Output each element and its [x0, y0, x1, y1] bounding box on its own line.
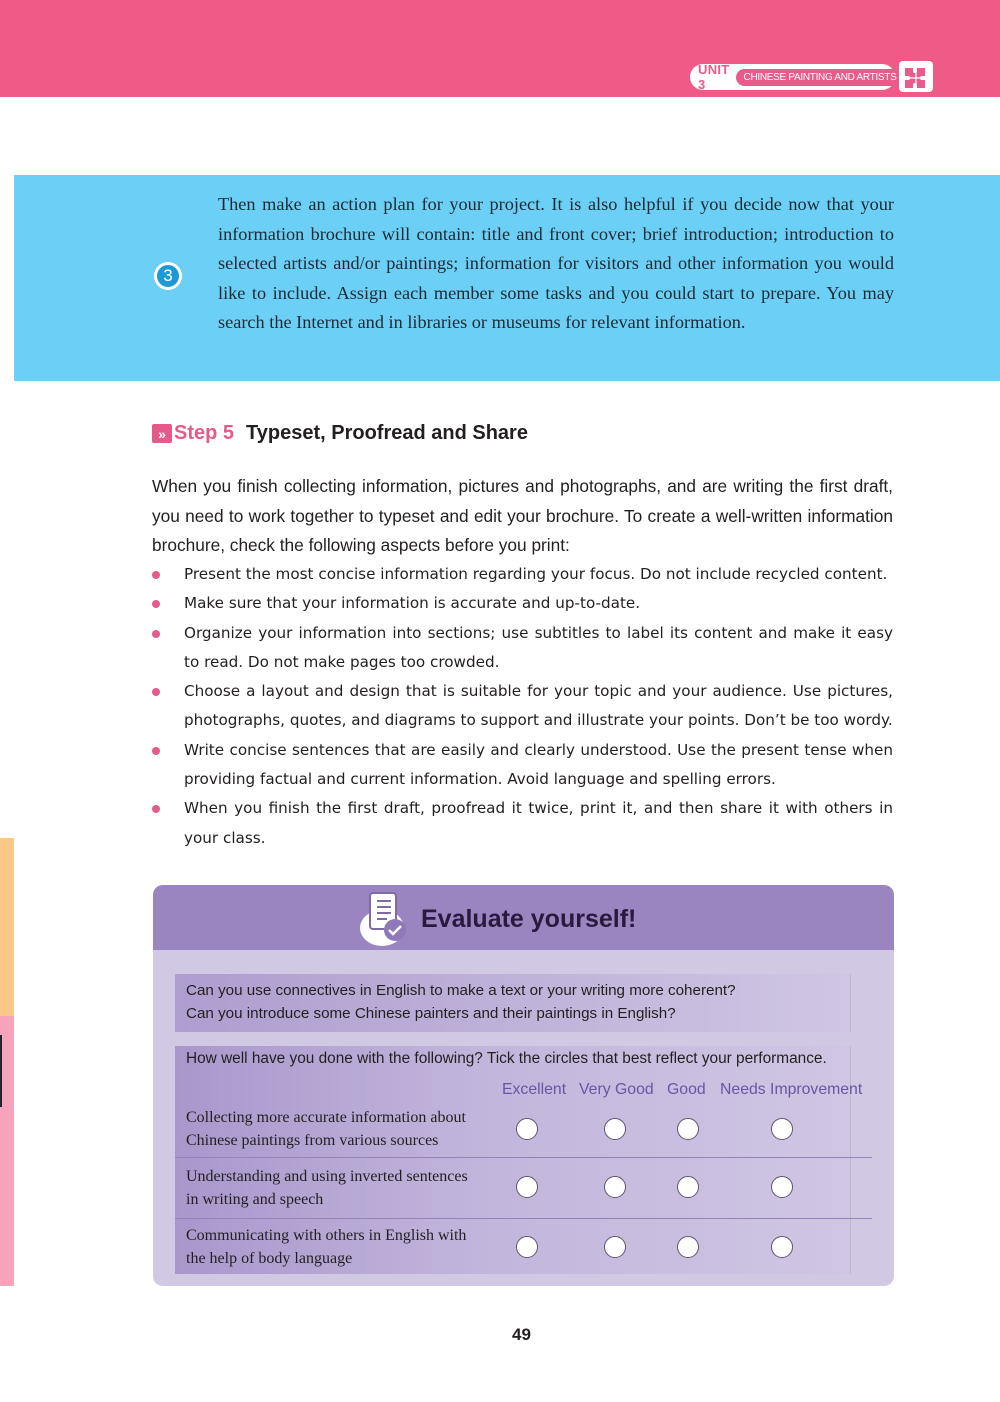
rating-instruction: How well have you done with the following? Tick the circles that best reflect your performance. [186, 1050, 827, 1067]
column-good: Good [667, 1081, 706, 1098]
bullet-icon [152, 747, 160, 755]
header-bar [0, 0, 1000, 97]
question: Can you introduce some Chinese painters and their paintings in English? [186, 1005, 676, 1022]
radio-needs-improvement[interactable] [771, 1176, 793, 1198]
bullet-icon [152, 571, 160, 579]
radio-good[interactable] [677, 1118, 699, 1140]
checklist-icon [358, 890, 414, 948]
step-number-badge: 3 [154, 262, 182, 290]
step-label: Step 5 [174, 422, 235, 444]
side-tab-marker [0, 1035, 2, 1107]
step-heading [152, 422, 528, 445]
radio-excellent[interactable] [516, 1236, 538, 1258]
row-label: Communicating with others in English with the help of body language [186, 1227, 467, 1267]
list-item: When you finish the first draft, proofread it twice, print it, and then share it with others in your class. [152, 794, 893, 853]
list-item: Choose a layout and design that is suitable for your topic and your audience. Use pictures, photographs, quotes, and diagrams to support and illustrate your points. Don’t be too wordy. [152, 677, 893, 736]
step-intro: When you finish collecting information, pictures and photographs, and are writing the first draft, you need to work together to typeset and edit your brochure. To create a well-written information brochure, check the following aspects before you print: [152, 476, 893, 555]
radio-very-good[interactable] [604, 1118, 626, 1140]
action-plan-text: Then make an action plan for your project. It is also helpful if you decide now that your information brochure will contain: title and front cover; brief introduction; introduction to selected artists and/or paintings; information for visitors and other information you would like to include. Assign each member some tasks and you could start to prepare. You may search the Internet and in libraries or museums for relevant information. [218, 194, 894, 332]
unit-label: UNIT 3 [698, 62, 730, 92]
radio-excellent[interactable] [516, 1118, 538, 1140]
radio-very-good[interactable] [604, 1236, 626, 1258]
column-very-good: Very Good [579, 1081, 654, 1098]
row-divider [175, 1157, 872, 1158]
double-chevron-icon: » [152, 424, 172, 443]
puzzle-icon [899, 61, 933, 92]
bullet-icon [152, 630, 160, 638]
evaluate-title: Evaluate yourself! [421, 905, 637, 933]
column-needs-improvement: Needs Improvement [720, 1081, 863, 1098]
side-tab-pink [0, 1016, 14, 1286]
radio-needs-improvement[interactable] [771, 1236, 793, 1258]
row-divider [175, 1218, 872, 1219]
checklist [152, 560, 893, 853]
list-item: Present the most concise information regarding your focus. Do not include recycled content. [152, 560, 893, 589]
evaluate-panel [153, 885, 894, 1286]
step-title: Typeset, Proofread and Share [246, 422, 528, 444]
bullet-icon [152, 688, 160, 696]
radio-needs-improvement[interactable] [771, 1118, 793, 1140]
radio-good[interactable] [677, 1236, 699, 1258]
table-row [175, 1106, 872, 1164]
row-label: Collecting more accurate information about Chinese paintings from various sources [186, 1109, 466, 1149]
radio-good[interactable] [677, 1176, 699, 1198]
radio-excellent[interactable] [516, 1176, 538, 1198]
table-row [175, 1224, 872, 1282]
bullet-icon [152, 600, 160, 608]
unit-title: CHINESE PAINTING AND ARTISTS [736, 69, 905, 86]
side-tab-orange [0, 838, 14, 1016]
list-item: Write concise sentences that are easily and clearly understood. Use the present tense when providing factual and current information. Avoid language and spelling errors. [152, 736, 893, 795]
self-check-questions [175, 974, 851, 1032]
rating-table [175, 1046, 863, 1274]
unit-badge [690, 64, 895, 90]
page-number: 49 [512, 1325, 531, 1344]
row-label: Understanding and using inverted sentences in writing and speech [186, 1168, 468, 1208]
evaluate-header [153, 885, 894, 950]
column-excellent: Excellent [502, 1081, 567, 1098]
question: Can you use connectives in English to make a text or your writing more coherent? [186, 982, 736, 999]
list-item: Make sure that your information is accurate and up-to-date. [152, 589, 893, 618]
radio-very-good[interactable] [604, 1176, 626, 1198]
list-item: Organize your information into sections; use subtitles to label its content and make it easy to read. Do not make pages too crowded. [152, 619, 893, 678]
bullet-icon [152, 805, 160, 813]
table-row [175, 1165, 872, 1223]
